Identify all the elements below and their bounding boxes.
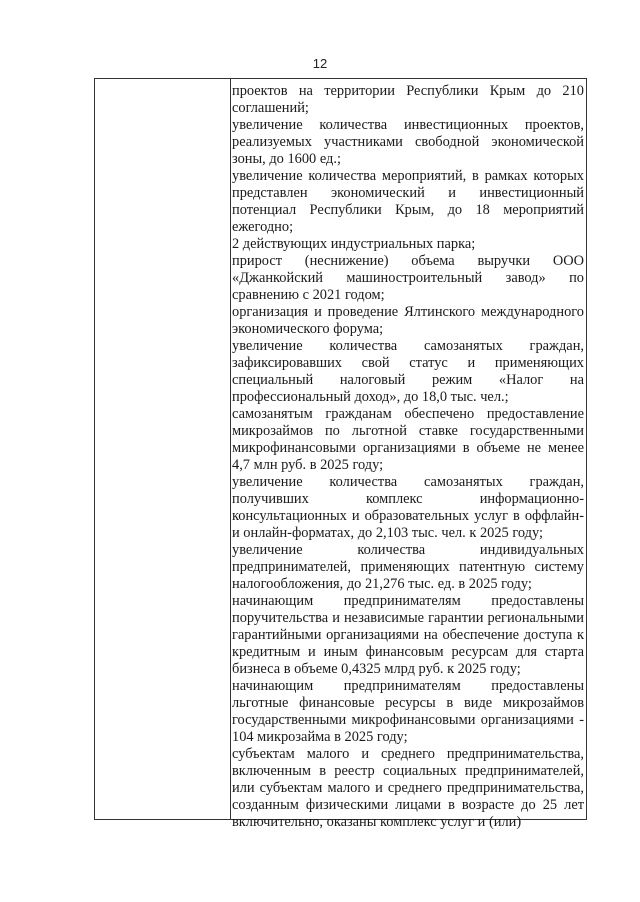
paragraph: организация и проведение Ялтинского международного экономического форума; [232, 304, 584, 337]
table-cell-right [232, 83, 584, 830]
paragraph: проектов на территории Республики Крым до 210 соглашений; [232, 83, 584, 116]
paragraph: 2 действующих индустриальных парка; [232, 236, 476, 252]
document-table [94, 78, 587, 830]
paragraph: субъектам малого и среднего предпринимательства, включенным в реестр социальных предпринимателей, или субъектам малого и среднего предпринимательства, созданным физическими лицами в возрасте до 25 лет включительно, оказаны комплекс услуг и (или) [232, 746, 584, 830]
paragraph: увеличение количества самозанятых граждан, зафиксировавших свой статус и применяющих специальный налоговый режим «Налог на профессиональный доход», до 18,0 тыс. чел.; [232, 338, 584, 405]
paragraph: увеличение количества мероприятий, в рамках которых представлен экономический и инвестиционный потенциал Республики Крым, до 18 мероприятий ежегодно; [232, 168, 584, 235]
column-divider [230, 79, 231, 819]
paragraph: самозанятым гражданам обеспечено предоставление микрозаймов по льготной ставке государственными микрофинансовыми организациями в объеме не менее 4,7 млн руб. в 2025 году; [232, 406, 584, 473]
paragraph: увеличение количества индивидуальных предпринимателей, применяющих патентную систему налогообложения, до 21,276 тыс. ед. в 2025 году; [232, 542, 584, 592]
paragraph: прирост (неснижение) объема выручки ООО «Джанкойский машиностроительный завод» по сравнению с 2021 годом; [232, 253, 584, 303]
page-number: 12 [312, 56, 328, 71]
paragraph: начинающим предпринимателям предоставлены поручительства и независимые гарантии региональными гарантийными организациями на обеспечение доступа к кредитным и иным финансовым ресурсам для старта бизнеса в объеме 0,4325 млрд руб. к 2025 году; [232, 593, 584, 677]
paragraph: начинающим предпринимателям предоставлены льготные финансовые ресурсы в виде микрозаймов государственными микрофинансовыми организациями - 104 микрозайма в 2025 году; [232, 678, 584, 745]
paragraph: увеличение количества самозанятых граждан, получивших комплекс информационно-консультационных и образовательных услуг в оффлайн- и онлайн-форматах, до 2,103 тыс. чел. к 2025 году; [232, 474, 584, 541]
paragraph: увеличение количества инвестиционных проектов, реализуемых участниками свободной экономической зоны, до 1600 ед.; [232, 117, 584, 167]
